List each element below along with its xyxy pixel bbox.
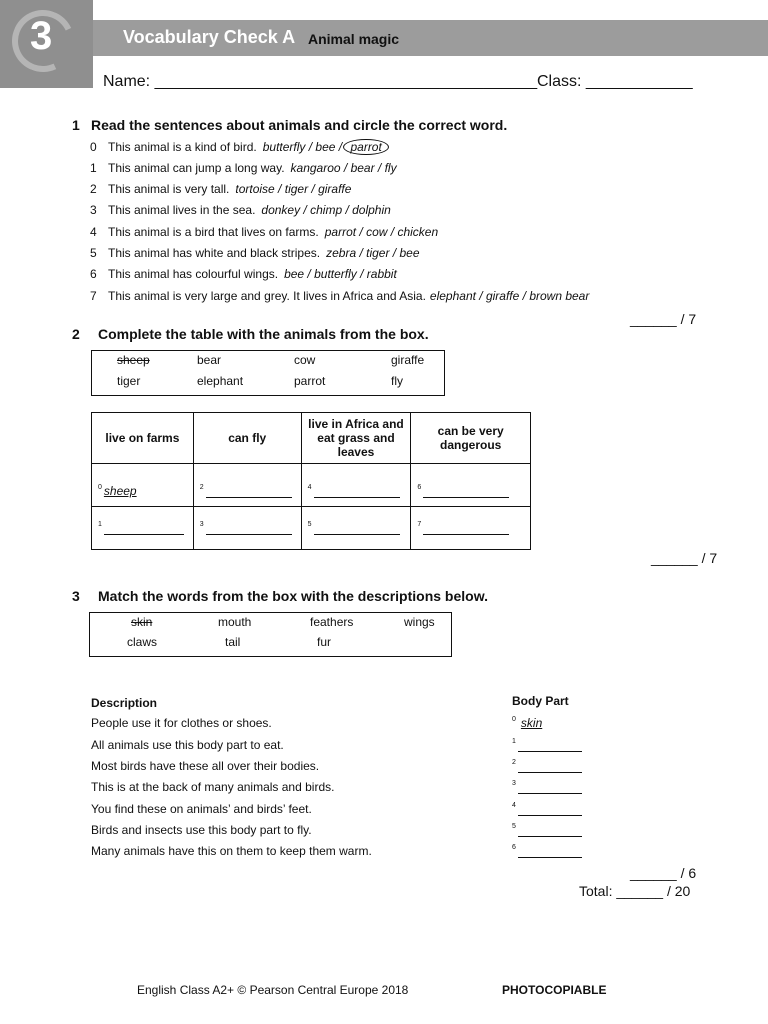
section1-heading: Read the sentences about animals and circle the correct word.	[91, 117, 508, 133]
item-text: This animal is a bird that lives on farms.	[108, 225, 319, 239]
total-score[interactable]: Total: ______ / 20	[579, 883, 691, 899]
section2-number: 2	[72, 326, 80, 342]
section1-score[interactable]: ______ / 7	[630, 311, 697, 327]
item-options[interactable]: elephant / giraffe / brown bear	[429, 289, 590, 303]
description-item: Many animals have this on them to keep them warm.	[91, 844, 372, 858]
s1-item-4	[90, 225, 438, 239]
item-text: This animal lives in the sea.	[108, 203, 256, 217]
table-cell	[301, 507, 411, 550]
body-part-answer	[512, 738, 582, 752]
item-options[interactable]: bee / butterfly / rabbit	[284, 267, 397, 281]
s1-item-2	[90, 182, 351, 196]
item-number: 6	[90, 267, 97, 281]
name-field[interactable]: Name: ___________________________________________	[103, 73, 538, 90]
answer-number: 5	[512, 823, 516, 830]
description-item: You find these on animals’ and birds’ feet.	[91, 802, 312, 816]
answer-number: 5	[307, 521, 312, 528]
s1-item-0	[90, 139, 389, 155]
box-word: skin	[131, 615, 153, 629]
description-item: Most birds have these all over their bodies.	[91, 759, 320, 773]
box-word: fur	[317, 635, 332, 649]
body-part-answer	[512, 759, 582, 773]
class-field[interactable]: Class: ____________	[537, 73, 693, 90]
table-cell	[193, 507, 301, 550]
description-item: This is at the back of many animals and birds.	[91, 780, 335, 794]
item-text: This animal is a kind of bird.	[108, 140, 257, 154]
item-number: 2	[90, 182, 97, 196]
answer-blank[interactable]	[314, 522, 400, 535]
s1-item-1	[90, 161, 397, 175]
answer-blank[interactable]	[206, 522, 292, 535]
answer-number: 1	[98, 521, 102, 528]
box-word: giraffe	[391, 353, 425, 367]
section3-heading: Match the words from the box with the descriptions below.	[98, 588, 488, 604]
item-options: butterfly / bee /	[262, 140, 343, 154]
answer-number: 4	[512, 802, 516, 809]
answer-number: 3	[199, 521, 204, 528]
answer-number: 2	[512, 759, 516, 766]
item-text: This animal can jump a long way.	[108, 161, 285, 175]
box-word: parrot	[294, 374, 326, 388]
table-header: live on farms	[92, 413, 194, 464]
item-number: 5	[90, 246, 97, 260]
box-word: wings	[404, 615, 435, 629]
item-options[interactable]: tortoise / tiger / giraffe	[235, 182, 352, 196]
example-answer: sheep	[103, 484, 137, 498]
table-cell	[411, 507, 531, 550]
s1-item-6	[90, 267, 397, 281]
box-word: feathers	[310, 615, 354, 629]
answer-number: 0	[512, 716, 516, 723]
example-answer: skin	[520, 716, 543, 730]
item-options[interactable]: donkey / chimp / dolphin	[261, 203, 391, 217]
table-header: can be very dangerous	[411, 413, 531, 464]
photocopiable-label: PHOTOCOPIABLE	[502, 983, 607, 997]
description-item: Birds and insects use this body part to fly.	[91, 823, 312, 837]
animal-category-table	[91, 412, 531, 550]
answer-number: 6	[417, 484, 422, 491]
box-word: tiger	[117, 374, 141, 388]
box-word: fly	[391, 374, 403, 388]
section2-heading: Complete the table with the animals from the box.	[98, 326, 429, 342]
answer-blank[interactable]	[518, 781, 582, 794]
answer-number: 3	[512, 780, 516, 787]
answer-blank[interactable]	[518, 803, 582, 816]
item-number: 3	[90, 203, 97, 217]
table-cell	[193, 464, 301, 507]
page-subtitle: Animal magic	[308, 31, 400, 47]
table-cell	[411, 464, 531, 507]
copyright-notice: English Class A2+ © Pearson Central Europe 2018	[137, 983, 409, 997]
section3-score[interactable]: ______ / 6	[630, 865, 697, 881]
body-part-header: Body Part	[512, 694, 569, 708]
answer-blank[interactable]	[518, 760, 582, 773]
body-part-answer	[512, 823, 582, 837]
body-part-word-box	[89, 612, 452, 657]
table-header: live in Africa and eat grass and leaves	[301, 413, 411, 464]
answer-number: 6	[512, 844, 516, 851]
animal-word-box	[91, 350, 445, 396]
box-word: mouth	[218, 615, 252, 629]
body-part-answer	[512, 844, 582, 858]
box-word: claws	[127, 635, 158, 649]
answer-blank[interactable]	[104, 522, 184, 535]
s1-item-5	[90, 246, 420, 260]
body-part-answer	[512, 716, 542, 730]
answer-number: 1	[512, 738, 516, 745]
answer-number: 4	[307, 484, 312, 491]
table-cell	[92, 464, 194, 507]
item-text: This animal has colourful wings.	[108, 267, 279, 281]
section1-number: 1	[72, 117, 80, 133]
circled-answer: parrot	[343, 139, 388, 155]
box-word: bear	[197, 353, 222, 367]
table-cell	[301, 464, 411, 507]
description-item: All animals use this body part to eat.	[91, 738, 284, 752]
item-options[interactable]: kangaroo / bear / fly	[290, 161, 397, 175]
table-cell	[92, 507, 194, 550]
answer-number: 7	[417, 521, 422, 528]
body-part-answer	[512, 780, 582, 794]
answer-blank[interactable]	[518, 845, 582, 858]
table-header: can fly	[193, 413, 301, 464]
page-title: Vocabulary Check A	[123, 27, 296, 47]
box-word: elephant	[197, 374, 244, 388]
answer-blank[interactable]	[518, 739, 582, 752]
section2-score[interactable]: ______ / 7	[651, 550, 718, 566]
answer-blank[interactable]	[423, 485, 509, 498]
item-options[interactable]: zebra / tiger / bee	[326, 246, 420, 260]
answer-number: 0	[98, 484, 102, 491]
answer-blank[interactable]	[206, 485, 292, 498]
body-part-answer	[512, 802, 582, 816]
s1-item-7	[90, 289, 589, 303]
box-word: sheep	[117, 353, 150, 367]
item-number: 7	[90, 289, 97, 303]
item-text: This animal is very tall.	[108, 182, 230, 196]
box-word: tail	[225, 635, 241, 649]
answer-blank[interactable]	[314, 485, 400, 498]
description-header: Description	[91, 696, 158, 710]
table-row	[92, 507, 531, 550]
section3-number: 3	[72, 588, 80, 604]
item-number: 4	[90, 225, 97, 239]
item-number: 0	[90, 140, 97, 154]
answer-number: 2	[199, 484, 204, 491]
item-text: This animal is very large and grey. It lives in Africa and Asia.	[108, 289, 426, 303]
s1-item-3	[90, 203, 391, 217]
answer-blank[interactable]	[518, 824, 582, 837]
item-options[interactable]: parrot / cow / chicken	[324, 225, 439, 239]
item-number: 1	[90, 161, 97, 175]
unit-number: 3	[30, 14, 53, 58]
item-text: This animal has white and black stripes.	[108, 246, 321, 260]
table-row	[92, 464, 531, 507]
answer-blank[interactable]	[423, 522, 509, 535]
description-item: People use it for clothes or shoes.	[91, 716, 272, 730]
box-word: cow	[294, 353, 316, 367]
